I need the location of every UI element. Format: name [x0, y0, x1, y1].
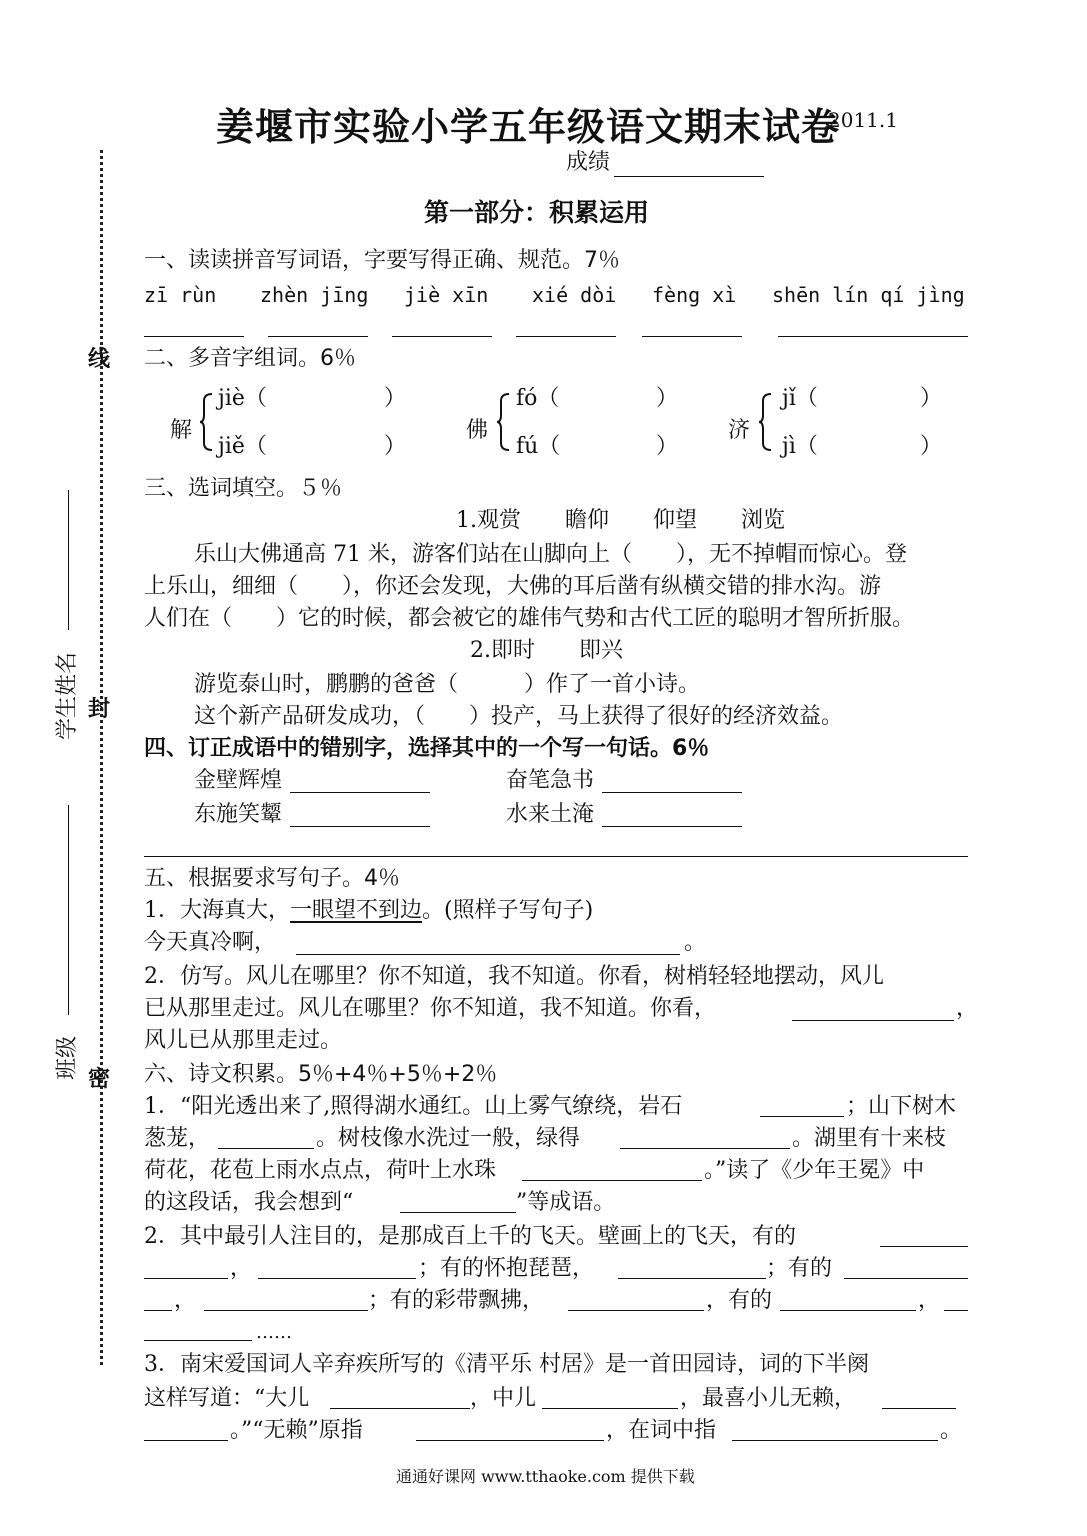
pinyin-answer-4[interactable] [516, 336, 616, 337]
q3-title: 三、选词填空。５％ [144, 476, 343, 501]
pinyin-answer-5[interactable] [642, 336, 742, 337]
q6-p2-ellipsis: …… [256, 1322, 292, 1343]
class-blank [68, 805, 69, 1015]
exam-date: 2011.1 [828, 108, 898, 132]
polyphone-char-2: 佛 [466, 418, 489, 443]
q6-p2-blank-6[interactable] [568, 1310, 704, 1311]
pinyin-2: zhèn jīng [260, 283, 369, 307]
q6-p2-line-2a: ， [230, 1256, 253, 1281]
q4-title: 四、订正成语中的错别字，选择其中的一个写一句话。6％ [144, 736, 710, 761]
q6-p3-line-2b: ，中儿 [470, 1386, 537, 1411]
polyphone-2-bottom-close: ） [656, 434, 679, 459]
polyphone-2-top: fó（ [516, 386, 560, 411]
q6-p2-line-2b: ；有的怀抱琵琶， [418, 1256, 595, 1281]
q5-answer-1-blank[interactable] [296, 954, 680, 955]
q6-p2-blank-1-cont[interactable] [144, 1278, 228, 1279]
idiom-1: 金壁辉煌 [194, 768, 283, 793]
brace-icon [758, 393, 772, 451]
q6-p3-line-3b: ，在词中指 [606, 1418, 717, 1443]
q3-word-set-2: 2.即时 即兴 [470, 638, 623, 663]
polyphone-3-top-close: ） [920, 386, 943, 411]
q6-p1-line-4b: ”等成语。 [516, 1190, 616, 1215]
pinyin-answer-3[interactable] [392, 336, 492, 337]
score-label: 成绩 [566, 150, 611, 175]
q3-word-set-1: 1.观赏 瞻仰 仰望 浏览 [456, 508, 785, 533]
polyphone-1-bottom-close: ） [384, 434, 407, 459]
q6-p2-line-2c: ；有的 [766, 1256, 833, 1281]
q6-p1-line-3a: 荷花，花苞上雨水点点，荷叶上水珠 [144, 1158, 497, 1183]
q3-sentence-2: 这个新产品研发成功，（ ）投产，马上获得了很好的经济效益。 [194, 704, 844, 729]
idiom-3: 东施笑颦 [194, 802, 283, 827]
q6-p1-line-2c: 。湖里有十来枝 [792, 1126, 947, 1151]
q6-p2-blank-4-cont[interactable] [144, 1310, 172, 1311]
q6-p3-blank-5[interactable] [732, 1440, 938, 1441]
margin-char-feng: 封 [88, 696, 111, 722]
idiom-2: 奋笔急书 [506, 768, 595, 793]
q5-sentence-2-line-2: 已从那里走过。风儿在哪里？你不知道，我不知道。你看， [144, 996, 717, 1021]
margin-char-mi: 密 [88, 1066, 111, 1092]
q6-p1-blank-5[interactable] [400, 1212, 516, 1213]
idiom-3-answer[interactable] [290, 826, 430, 827]
student-name-label: 学生姓名 [55, 651, 80, 740]
q6-p3-blank-1[interactable] [330, 1408, 470, 1409]
q6-p3-line-1: 3．南宋爱国词人辛弃疾所写的《清平乐 村居》是一首田园诗，词的下半阕 [144, 1352, 869, 1377]
q6-p3-line-2c: ，最喜小儿无赖， [680, 1386, 857, 1411]
q6-p3-line-3a: 。”“无赖”原指 [230, 1418, 363, 1443]
part-title: 第一部分：积累运用 [424, 198, 650, 227]
q5-sentence-2-line-3: 风儿已从那里走过。 [144, 1028, 343, 1053]
polyphone-3-top: jǐ（ [782, 386, 818, 411]
score-blank[interactable] [614, 176, 764, 177]
underlined-phrase: 一眼望不到边 [290, 898, 423, 923]
idiom-1-answer[interactable] [290, 792, 430, 793]
q3-sentence-1: 游览泰山时，鹏鹏的爸爸（ ）作了一首小诗。 [194, 672, 701, 697]
idiom-2-answer[interactable] [602, 792, 742, 793]
brace-icon [199, 393, 213, 451]
polyphone-char-3: 济 [728, 418, 751, 443]
pinyin-answer-2[interactable] [268, 336, 368, 337]
margin-char-xian: 线 [88, 346, 111, 372]
q5-answer-end: 。 [684, 930, 707, 955]
sentence-answer-line[interactable] [144, 856, 968, 857]
polyphone-2-bottom: fú（ [516, 434, 561, 459]
pinyin-3: jiè xīn [404, 283, 489, 307]
q5-sentence-1: 1．大海真大，一眼望不到边。(照样子写句子) [144, 898, 594, 923]
idiom-4-answer[interactable] [602, 826, 742, 827]
polyphone-3-bottom-close: ） [920, 434, 943, 459]
q6-p2-blank-8-cont[interactable] [144, 1340, 252, 1341]
q6-p2-blank-1[interactable] [880, 1246, 968, 1247]
brace-icon [496, 393, 510, 451]
pinyin-4: xié dòi [532, 283, 617, 307]
polyphone-1-top-close: ） [384, 386, 407, 411]
q6-p3-blank-3[interactable] [882, 1408, 956, 1409]
q6-p2-line-3c: ，有的 [706, 1288, 773, 1313]
q3-paragraph-line-1: 乐山大佛通高 71 米，游客们站在山脚向上（ ），无不掉帽而惊心。登 [194, 542, 907, 567]
q6-p2-blank-2[interactable] [258, 1278, 416, 1279]
q5-title: 五、根据要求写句子。4％ [144, 866, 400, 891]
pinyin-5: fèng xì [652, 283, 737, 307]
q6-p1-line-1: 1．“阳光透出来了,照得湖水通红。山上雾气缭绕，岩石 [144, 1094, 683, 1119]
page-title: 姜堰市实验小学五年级语文期末试卷 [216, 105, 841, 149]
q6-p1-blank-2[interactable] [218, 1148, 314, 1149]
q6-p2-line-3a: ， [174, 1288, 197, 1313]
q6-p3-blank-3-cont[interactable] [144, 1440, 228, 1441]
q6-p1-line-2a: 葱茏， [144, 1126, 211, 1151]
pinyin-1: zī rùn [144, 283, 217, 307]
q6-p3-line-3c: 。 [940, 1418, 963, 1443]
q1-title: 一、读读拼音写词语，字要写得正确、规范。7％ [144, 248, 620, 273]
q6-p1-line-4a: 的这段话，我会想到“ [144, 1190, 354, 1215]
q6-p2-blank-7[interactable] [780, 1310, 916, 1311]
q6-p1-line-3b: 。”读了《少年王冕》中 [704, 1158, 925, 1183]
q6-p2-blank-4[interactable] [844, 1278, 968, 1279]
polyphone-char-1: 解 [170, 418, 193, 443]
q6-p1-line-1-end: ；山下树木 [846, 1094, 957, 1119]
q6-p1-blank-4[interactable] [522, 1180, 702, 1181]
q6-p3-blank-4[interactable] [416, 1440, 604, 1441]
polyphone-2-top-close: ） [656, 386, 679, 411]
binding-dotted-line [100, 150, 103, 1365]
pinyin-answer-1[interactable] [144, 336, 244, 337]
q6-p2-blank-8[interactable] [944, 1310, 968, 1311]
q6-p3-line-2a: 这样写道：“大儿 [144, 1386, 310, 1411]
q6-p1-blank-3[interactable] [620, 1148, 790, 1149]
student-name-blank [68, 490, 69, 630]
q6-p2-line-1: 2．其中最引人注目的，是那成百上千的飞天。壁画上的飞天，有的 [144, 1224, 796, 1249]
class-label: 班级 [55, 1035, 80, 1080]
q6-p1-blank-1[interactable] [760, 1116, 844, 1117]
q6-p2-blank-5[interactable] [204, 1310, 368, 1311]
polyphone-3-bottom: jì（ [782, 434, 818, 459]
q2-title: 二、多音字组词。6％ [144, 346, 356, 371]
idiom-4: 水来土淹 [506, 802, 595, 827]
q3-paragraph-line-3: 人们在（ ）它的时候，都会被它的雄伟气势和古代工匠的聪明才智所折服。 [144, 606, 915, 631]
q6-p1-line-2b: 。树枝像水洗过一般，绿得 [316, 1126, 581, 1151]
q6-p2-blank-3[interactable] [618, 1278, 766, 1279]
q6-p3-blank-2[interactable] [542, 1408, 678, 1409]
q5-answer-2-blank[interactable] [792, 1020, 954, 1021]
footer-text: 通通好课网 www.tthaoke.com 提供下载 [396, 1467, 695, 1486]
q5-sentence-2-comma: ， [956, 996, 979, 1021]
q6-p2-line-3d: ， [918, 1288, 941, 1313]
q6-title: 六、诗文积累。5％+4％+5％+2％ [144, 1062, 498, 1087]
q5-sentence-2-line-1: 2．仿写。风儿在哪里？你不知道，我不知道。你看，树梢轻轻地摆动，风儿 [144, 964, 884, 989]
pinyin-answer-6[interactable] [778, 336, 968, 337]
q5-answer-prefix: 今天真冷啊， [144, 930, 277, 955]
q3-paragraph-line-2: 上乐山，细细（ ），你还会发现，大佛的耳后凿有纵横交错的排水沟。游 [144, 574, 882, 599]
polyphone-1-top: jiè（ [218, 386, 267, 411]
q6-p2-line-3b: ；有的彩带飘拂， [368, 1288, 545, 1313]
polyphone-1-bottom: jiě（ [218, 434, 267, 459]
pinyin-6: shēn lín qí jìng [772, 283, 965, 307]
